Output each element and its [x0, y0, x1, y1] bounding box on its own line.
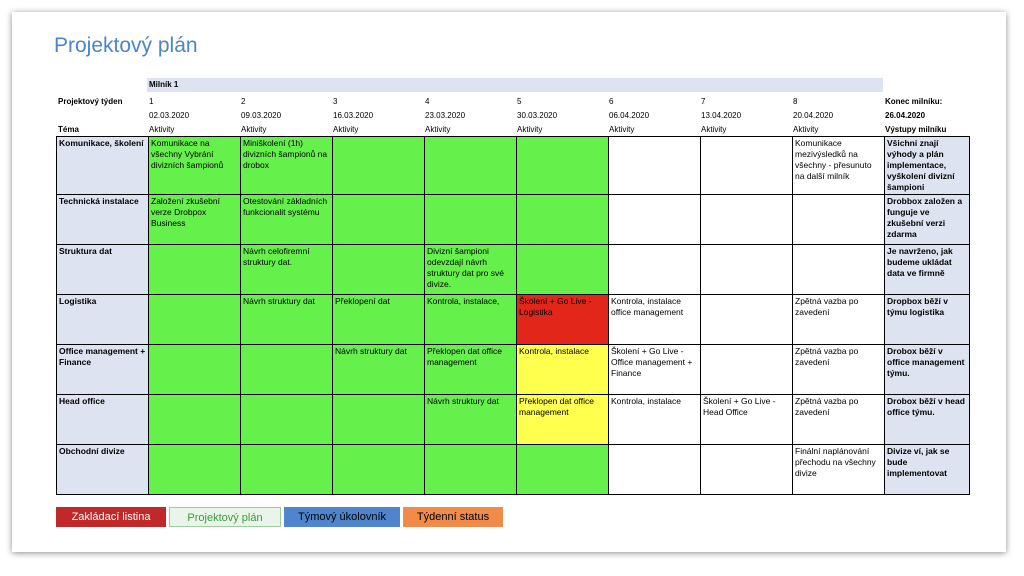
- activity-cell[interactable]: [701, 195, 793, 245]
- table-row: [57, 195, 970, 245]
- table-row: [57, 345, 970, 395]
- sheet-tab[interactable]: Týdenní status: [403, 507, 503, 527]
- activity-cell[interactable]: Zpětná vazba po zavedení: [793, 345, 885, 395]
- week-activities-label: Aktivity: [425, 125, 451, 134]
- activity-cell[interactable]: [149, 295, 241, 345]
- activity-cell[interactable]: Otestování základních funkcionalit systému: [241, 195, 333, 245]
- activity-cell[interactable]: [425, 445, 517, 495]
- milestone-output-cell[interactable]: Drobox běží v head office týmu.: [885, 395, 970, 445]
- activity-cell[interactable]: Založení zkušební verze Drobpox Business: [149, 195, 241, 245]
- activity-cell[interactable]: Komunikace mezivýsledků na všechny - přesunuto na další milník: [793, 137, 885, 195]
- milestone-outputs-label: Výstupy milníku: [885, 125, 947, 134]
- activity-cell[interactable]: [609, 245, 701, 295]
- milestone-output-cell[interactable]: Je navrženo, jak budeme ukládat data ve firmně: [885, 245, 970, 295]
- activity-cell[interactable]: [333, 137, 425, 195]
- activity-cell[interactable]: Zpětná vazba po zavedení: [793, 295, 885, 345]
- week-activities-label: Aktivity: [517, 125, 543, 134]
- page-title: Projektový plán: [54, 34, 198, 57]
- week-number: 5: [517, 97, 522, 106]
- activity-cell[interactable]: Kontrola, instalace,: [425, 295, 517, 345]
- activity-cell[interactable]: [149, 345, 241, 395]
- week-date: 09.03.2020: [241, 111, 282, 120]
- activity-cell[interactable]: [333, 395, 425, 445]
- week-activities-label: Aktivity: [793, 125, 819, 134]
- activity-cell[interactable]: [149, 395, 241, 445]
- activity-cell[interactable]: [517, 195, 609, 245]
- sheet-tab[interactable]: Týmový úkolovník: [284, 507, 400, 527]
- week-date: 30.03.2020: [517, 111, 558, 120]
- activity-cell[interactable]: Překlopení dat: [333, 295, 425, 345]
- sheet-tab[interactable]: Projektový plán: [169, 507, 281, 527]
- activity-cell[interactable]: [701, 245, 793, 295]
- activity-cell[interactable]: [701, 295, 793, 345]
- activity-cell[interactable]: Překlopen dat office management: [517, 395, 609, 445]
- milestone-output-cell[interactable]: Všichni znají výhody a plán implementace, vyškolení divizní šampioni: [885, 137, 970, 195]
- activity-cell[interactable]: Divizní šampioni odevzdají návrh struktury dat pro své divize.: [425, 245, 517, 295]
- activity-cell[interactable]: [425, 137, 517, 195]
- activity-cell[interactable]: Školení + Go Live - Head Office: [701, 395, 793, 445]
- milestone-output-cell[interactable]: Drobbox založen a funguje ve zkušební verzi zdarma: [885, 195, 970, 245]
- project-plan-table: [56, 136, 970, 495]
- week-number: 4: [425, 97, 430, 106]
- activity-cell[interactable]: Školení + Go Live - Office management + Finance: [609, 345, 701, 395]
- activity-cell[interactable]: Komunikace na všechny Vybrání divizních šampionů: [149, 137, 241, 195]
- week-date: 20.04.2020: [793, 111, 834, 120]
- milestone-output-cell[interactable]: Drobox běží v office management týmu.: [885, 345, 970, 395]
- activity-cell[interactable]: Návrh struktury dat: [333, 345, 425, 395]
- week-number: 6: [609, 97, 614, 106]
- activity-cell[interactable]: Návrh struktury dat: [241, 295, 333, 345]
- milestone-output-cell[interactable]: Divize ví, jak se bude implementovat: [885, 445, 970, 495]
- activity-cell[interactable]: [701, 345, 793, 395]
- activity-cell[interactable]: [425, 195, 517, 245]
- topic-cell[interactable]: Head office: [57, 395, 149, 445]
- week-number: 1: [149, 97, 154, 106]
- activity-cell[interactable]: [241, 395, 333, 445]
- week-number: 7: [701, 97, 706, 106]
- week-activities-label: Aktivity: [241, 125, 267, 134]
- topic-cell[interactable]: Office management + Finance: [57, 345, 149, 395]
- activity-cell[interactable]: Kontrola, instalace office management: [609, 295, 701, 345]
- activity-cell[interactable]: [241, 445, 333, 495]
- milestone-output-cell[interactable]: Dropbox běží v týmu logistika: [885, 295, 970, 345]
- activity-cell[interactable]: Finální naplánování přechodu na všechny divize: [793, 445, 885, 495]
- table-row: [57, 445, 970, 495]
- week-activities-label: Aktivity: [149, 125, 175, 134]
- week-date: 16.03.2020: [333, 111, 374, 120]
- week-activities-label: Aktivity: [701, 125, 727, 134]
- week-number: 8: [793, 97, 798, 106]
- topic-cell[interactable]: Komunikace, školení: [57, 137, 149, 195]
- activity-cell[interactable]: Překlopen dat office management: [425, 345, 517, 395]
- topic-cell[interactable]: Technická instalace: [57, 195, 149, 245]
- activity-cell[interactable]: [609, 445, 701, 495]
- activity-cell[interactable]: Kontrola, instalace: [517, 345, 609, 395]
- activity-cell[interactable]: [333, 445, 425, 495]
- week-number: 3: [333, 97, 338, 106]
- activity-cell[interactable]: Návrh celofiremní struktury dat.: [241, 245, 333, 295]
- row-label-topic: Téma: [58, 125, 79, 134]
- activity-cell[interactable]: [793, 245, 885, 295]
- activity-cell[interactable]: [333, 245, 425, 295]
- activity-cell[interactable]: [701, 137, 793, 195]
- activity-cell[interactable]: [517, 137, 609, 195]
- week-date: 06.04.2020: [609, 111, 650, 120]
- milestone-end-date: 26.04.2020: [885, 111, 926, 120]
- activity-cell[interactable]: [793, 195, 885, 245]
- topic-cell[interactable]: Struktura dat: [57, 245, 149, 295]
- table-row: [57, 395, 970, 445]
- activity-cell[interactable]: [333, 195, 425, 245]
- activity-cell[interactable]: Miniškolení (1h) divizních šampionů na drobox: [241, 137, 333, 195]
- sheet-tab[interactable]: Zakládací listina: [56, 507, 166, 527]
- activity-cell[interactable]: Školení + Go Live - Logistika: [517, 295, 609, 345]
- activity-cell[interactable]: Zpětná vazba po zavedení: [793, 395, 885, 445]
- table-row: [57, 245, 970, 295]
- milestone-end-label: Konec milníku:: [885, 97, 943, 106]
- row-label-week: Projektový týden: [58, 97, 123, 106]
- sheet-tabs: [56, 507, 503, 527]
- week-date: 13.04.2020: [701, 111, 742, 120]
- table-row: [57, 295, 970, 345]
- activity-cell[interactable]: [517, 245, 609, 295]
- week-date: 23.03.2020: [425, 111, 466, 120]
- activity-cell[interactable]: [149, 445, 241, 495]
- week-date: 02.03.2020: [149, 111, 190, 120]
- week-activities-label: Aktivity: [609, 125, 635, 134]
- week-number: 2: [241, 97, 246, 106]
- activity-cell[interactable]: [517, 445, 609, 495]
- week-activities-label: Aktivity: [333, 125, 359, 134]
- activity-cell[interactable]: [241, 345, 333, 395]
- topic-cell[interactable]: Logistika: [57, 295, 149, 345]
- activity-cell[interactable]: [609, 195, 701, 245]
- activity-cell[interactable]: [149, 245, 241, 295]
- activity-cell[interactable]: Návrh struktury dat: [425, 395, 517, 445]
- table-row: [57, 137, 970, 195]
- activity-cell[interactable]: [701, 445, 793, 495]
- milestone-band: Milník 1: [147, 78, 883, 92]
- topic-cell[interactable]: Obchodní divize: [57, 445, 149, 495]
- activity-cell[interactable]: [609, 137, 701, 195]
- activity-cell[interactable]: Kontrola, instalace: [609, 395, 701, 445]
